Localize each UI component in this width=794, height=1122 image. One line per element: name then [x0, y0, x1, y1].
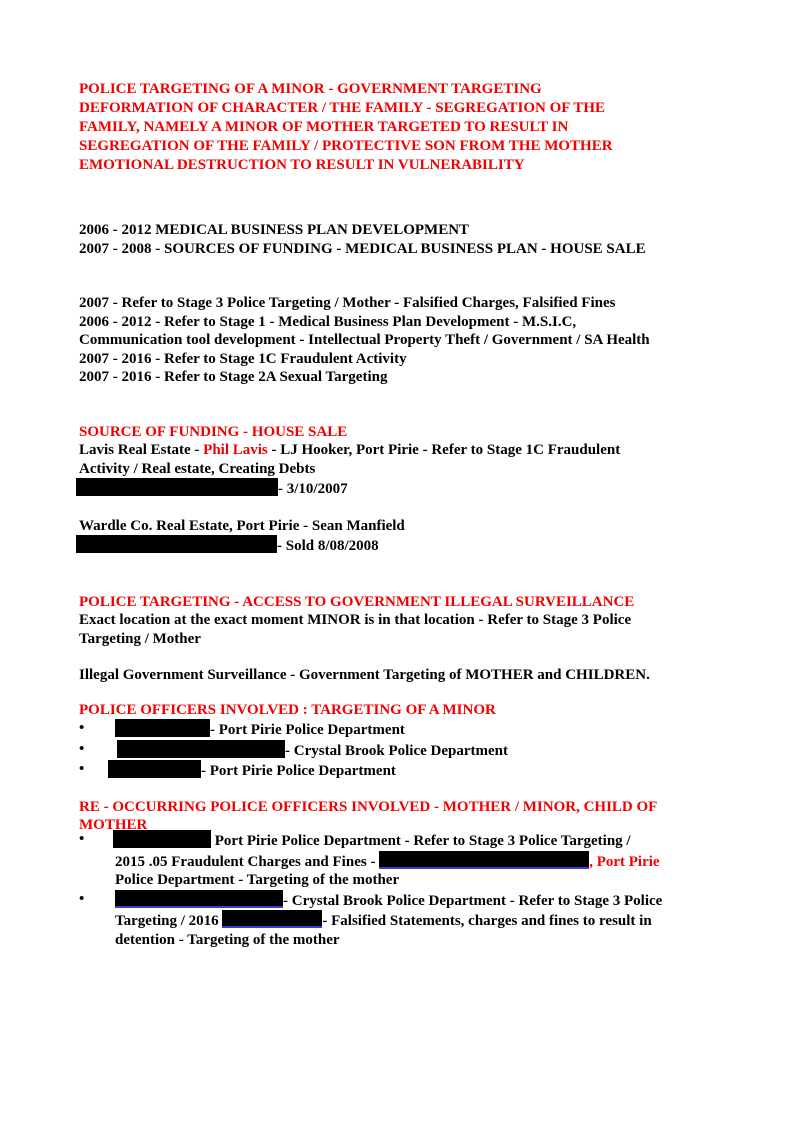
funding-line: Wardle Co. Real Estate, Port Pirie - Sean Manfield [79, 517, 405, 534]
list-item: • - Port Pirie Police Department [79, 761, 396, 779]
reference-line: Communication tool development - Intellectual Property Theft / Government / SA Health [79, 332, 650, 348]
redaction-block [117, 740, 285, 758]
officers-heading: POLICE OFFICERS INVOLVED : TARGETING OF A MINOR [79, 701, 496, 718]
redaction-block [76, 478, 278, 496]
recurring-section [79, 798, 719, 950]
reference-line: 2007 - 2016 - Refer to Stage 1C Fraudulent Activity [79, 350, 407, 367]
surveillance-line: Targeting / Mother [79, 630, 201, 647]
reference-line: 2007 - 2016 - Refer to Stage 2A Sexual Targeting [79, 369, 388, 385]
title-line: EMOTIONAL DESTRUCTION TO RESULT IN VULNERABILITY [79, 157, 525, 173]
funding-heading: SOURCE OF FUNDING - HOUSE SALE [79, 423, 348, 440]
reference-line: 2007 - Refer to Stage 3 Police Targeting / Mother - Falsified Charges, Falsified Fines [79, 295, 616, 311]
recurring-heading: MOTHER [79, 817, 148, 830]
surveillance-line: Exact location at the exact moment MINOR is in that location - Refer to Stage 3 Police [79, 612, 632, 628]
list-item: • - Crystal Brook Police Department [79, 740, 509, 759]
redaction-block [76, 535, 277, 553]
funding-line: - 3/10/2007 [79, 478, 719, 499]
list-item: • - Port Pirie Police Department [79, 720, 405, 738]
officers-section [79, 701, 719, 781]
title-line: FAMILY, NAMELY A MINOR OF MOTHER TARGETED TO RESULT IN [79, 119, 569, 135]
title-line: DEFORMATION OF CHARACTER / THE FAMILY - SEGREGATION OF THE [79, 100, 606, 116]
redaction-block [108, 760, 201, 778]
funding-line: - Sold 8/08/2008 [79, 535, 719, 556]
redaction-block [379, 851, 589, 869]
references-section [79, 294, 719, 387]
redaction-block [113, 830, 211, 848]
funding-line: Activity / Real estate, Creating Debts [79, 460, 316, 477]
surveillance-section [79, 593, 719, 685]
timeline-line: 2006 - 2012 MEDICAL BUSINESS PLAN DEVELOPMENT [79, 222, 470, 238]
agent-name: Phil Lavis [203, 442, 268, 458]
reference-line: 2006 - 2012 - Refer to Stage 1 - Medical Business Plan Development - M.S.I.C, [79, 313, 577, 330]
timeline-line: 2007 - 2008 - SOURCES OF FUNDING - MEDICAL BUSINESS PLAN - HOUSE SALE [79, 240, 646, 257]
funding-line: Lavis Real Estate - Phil Lavis - LJ Hooker, Port Pirie - Refer to Stage 1C Fraudulent [79, 442, 621, 458]
officers-list [79, 719, 719, 781]
list-item: • - Crystal Brook Police Department - Refer to Stage 3 Police Targeting / 2016 - Falsified Statements, charges and fines to result in detention - Targeting of the mother [79, 890, 663, 948]
redaction-block [115, 890, 283, 908]
timeline-section [79, 221, 719, 258]
title-line: SEGREGATION OF THE FAMILY / PROTECTIVE SON FROM THE MOTHER [79, 138, 613, 154]
document-title [79, 80, 719, 175]
funding-section [79, 423, 719, 556]
surveillance-heading: POLICE TARGETING - ACCESS TO GOVERNMENT ILLEGAL SURVEILLANCE [79, 593, 635, 610]
surveillance-line: Illegal Government Surveillance - Government Targeting of MOTHER and CHILDREN. [79, 667, 650, 683]
recurring-list [79, 830, 719, 949]
list-item: • Port Pirie Police Department - Refer to Stage 3 Police Targeting / 2015 .05 Fraudulent Charges and Fines - , Port Pirie Police Department - Targeting of the mother [79, 831, 660, 888]
recurring-heading: RE - OCCURRING POLICE OFFICERS INVOLVED - MOTHER / MINOR, CHILD OF [79, 798, 658, 815]
redaction-block [115, 719, 210, 737]
redaction-block [222, 910, 322, 928]
title-line: POLICE TARGETING OF A MINOR - GOVERNMENT TARGETING [79, 81, 542, 97]
document-page [79, 80, 719, 949]
